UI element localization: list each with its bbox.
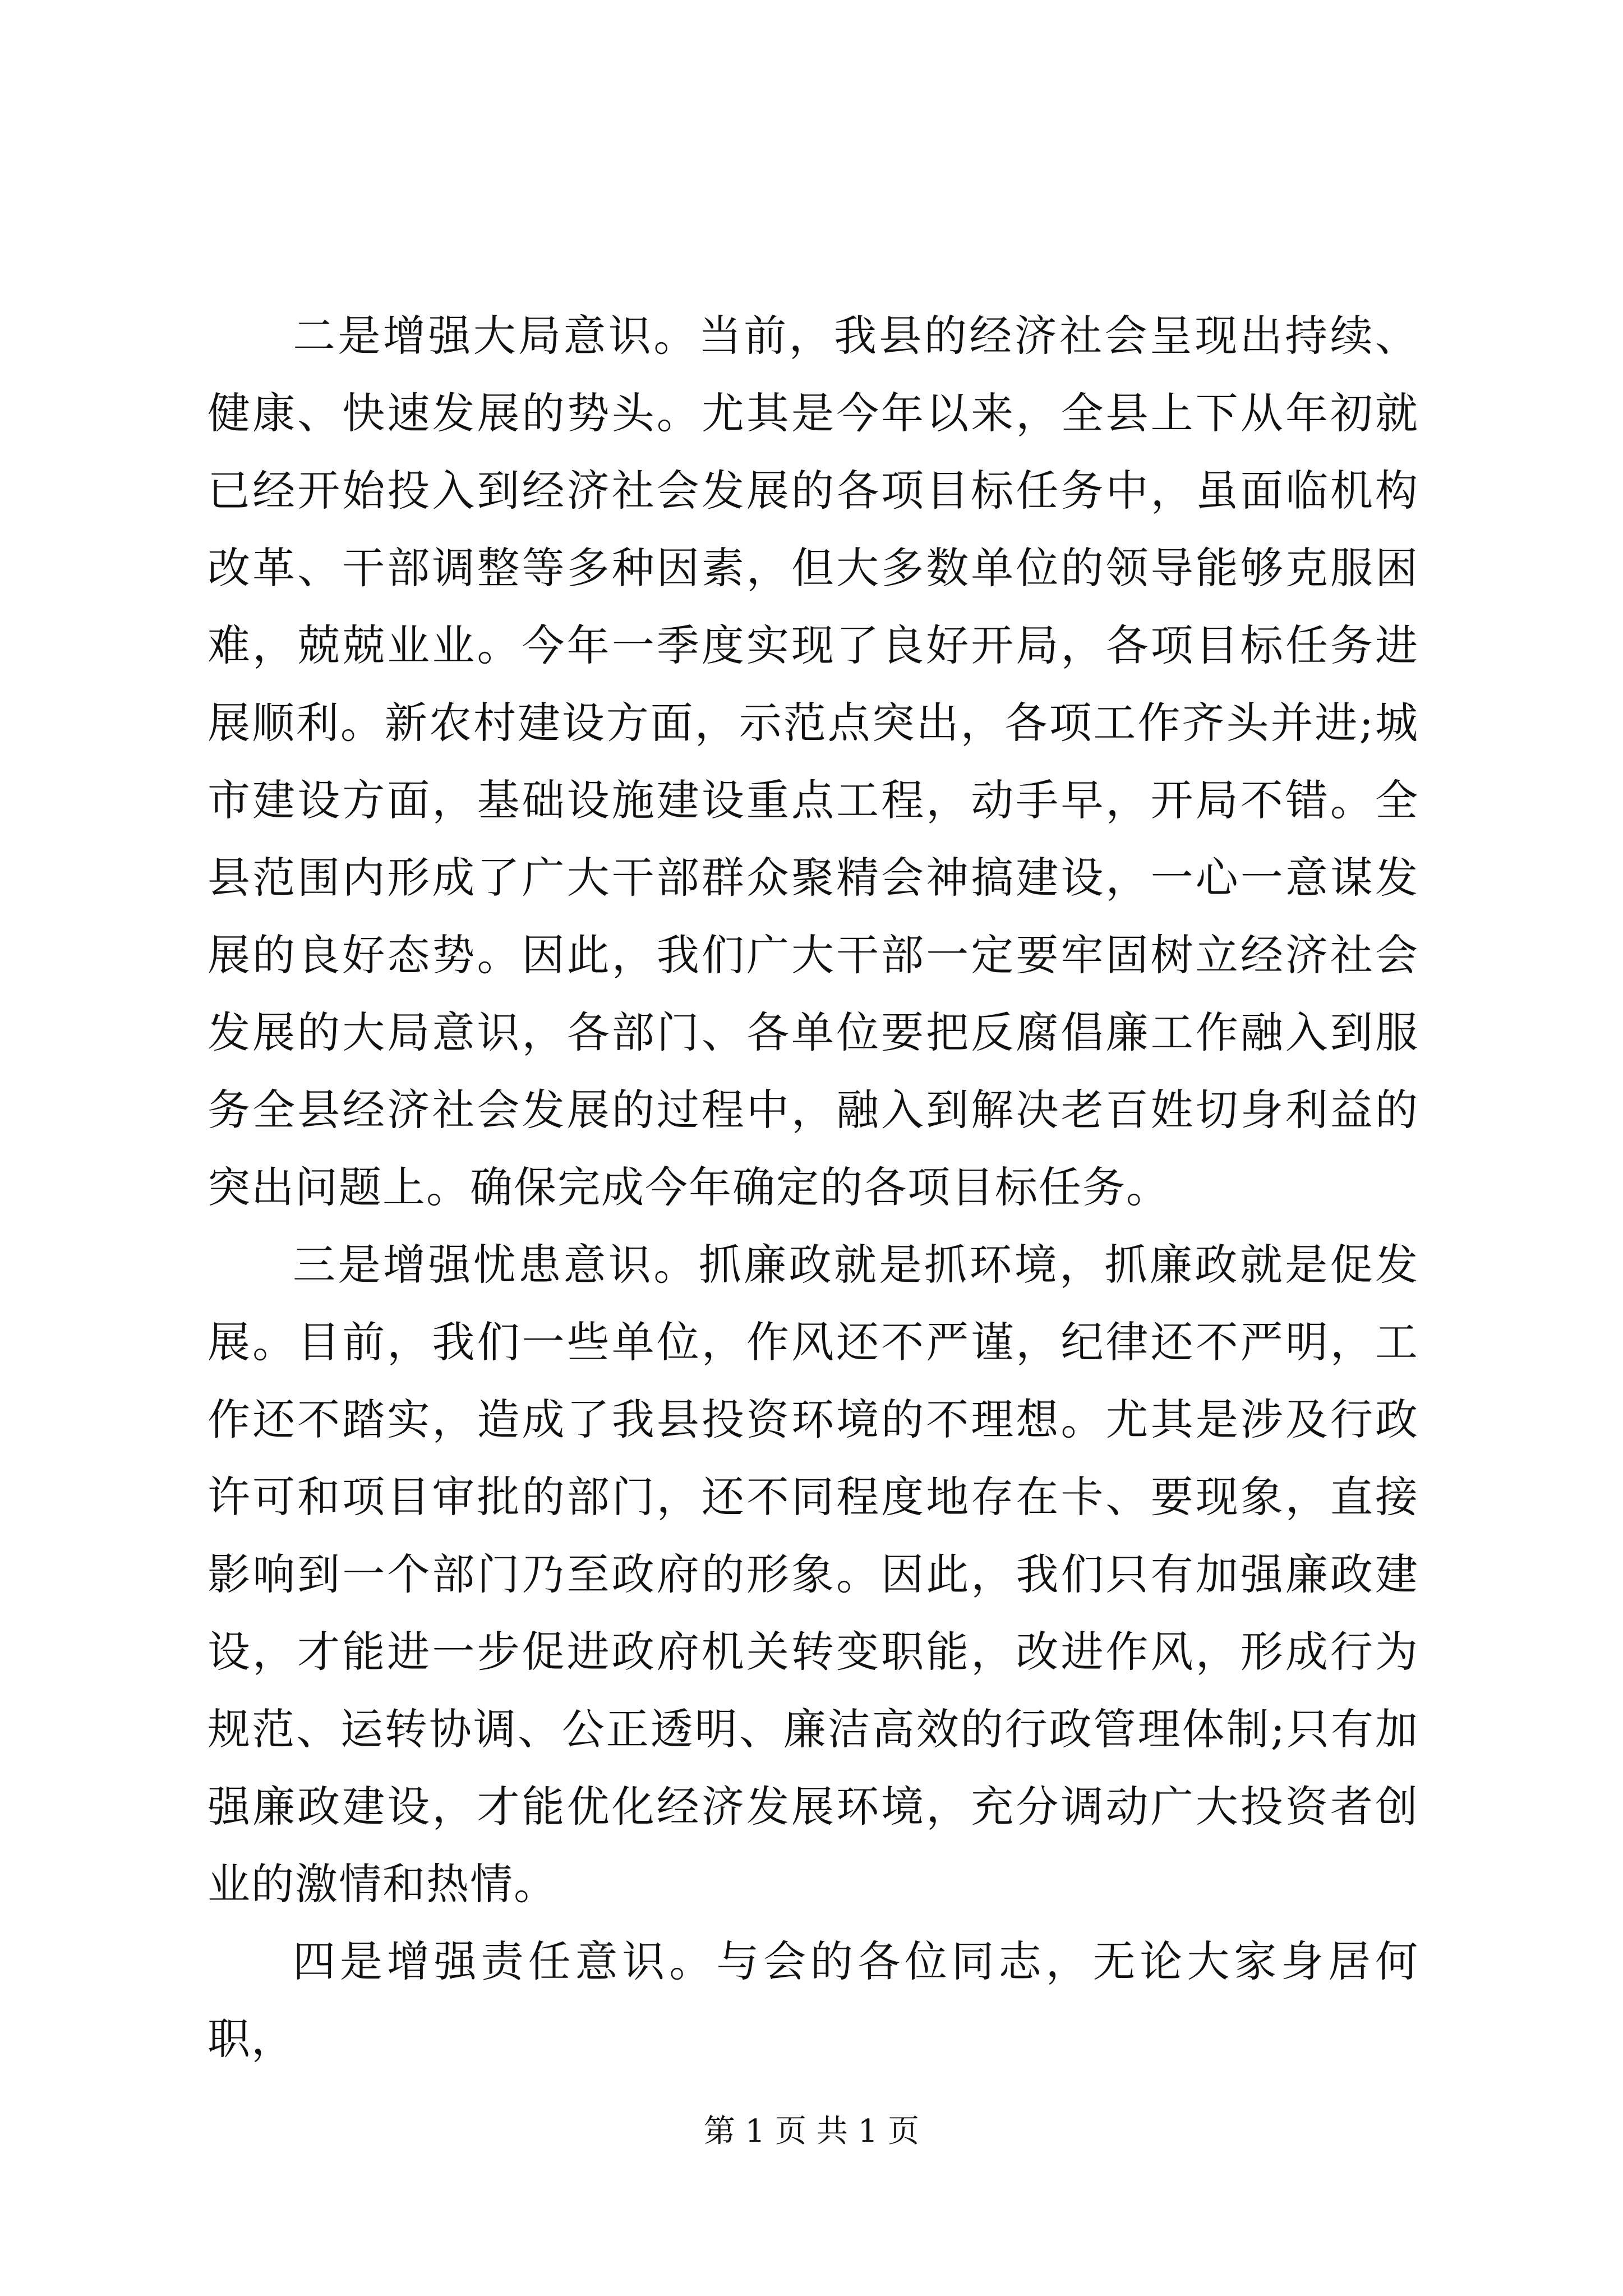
paragraph-risk-awareness: 三是增强忧患意识。抓廉政就是抓环境，抓廉政就是促发展。目前，我们一些单位，作风还不严谨，纪律还不严明，工作还不踏实，造成了我县投资环境的不理想。尤其是涉及行政许可和项目审批的部门，还不同程度地存在卡、要现象，直接影响到一个部门乃至政府的形象。因此，我们只有加强廉政建设，才能进一步促进政府机关转变职能，改进作风，形成行为规范、运转协调、公正透明、廉洁高效的行政管理体制;只有加强廉政建设，才能优化经济发展环境，充分调动广大投资者创业的激情和热情。 <box>208 1240 1419 1909</box>
document-body <box>208 297 1419 2078</box>
page-footer: 第 1 页 共 1 页 <box>703 2113 920 2150</box>
paragraph-overall-awareness: 二是增强大局意识。当前，我县的经济社会呈现出持续、健康、快速发展的势头。尤其是今年以来，全县上下从年初就已经开始投入到经济社会发展的各项目标任务中，虽面临机构改革、干部调整等多种因素，但大多数单位的领导能够克服困难，兢兢业业。今年一季度实现了良好开局，各项目标任务进展顺利。新农村建设方面，示范点突出，各项工作齐头并进;城市建设方面，基础设施建设重点工程，动手早，开局不错。全县范围内形成了广大干部群众聚精会神搞建设，一心一意谋发展的良好态势。因此，我们广大干部一定要牢固树立经济社会发展的大局意识，各部门、各单位要把反腐倡廉工作融入到服务全县经济社会发展的过程中，融入到解决老百姓切身利益的突出问题上。确保完成今年确定的各项目标任务。 <box>208 311 1419 1212</box>
paragraph-responsibility-awareness: 四是增强责任意识。与会的各位同志，无论大家身居何职， <box>208 1936 1419 2064</box>
